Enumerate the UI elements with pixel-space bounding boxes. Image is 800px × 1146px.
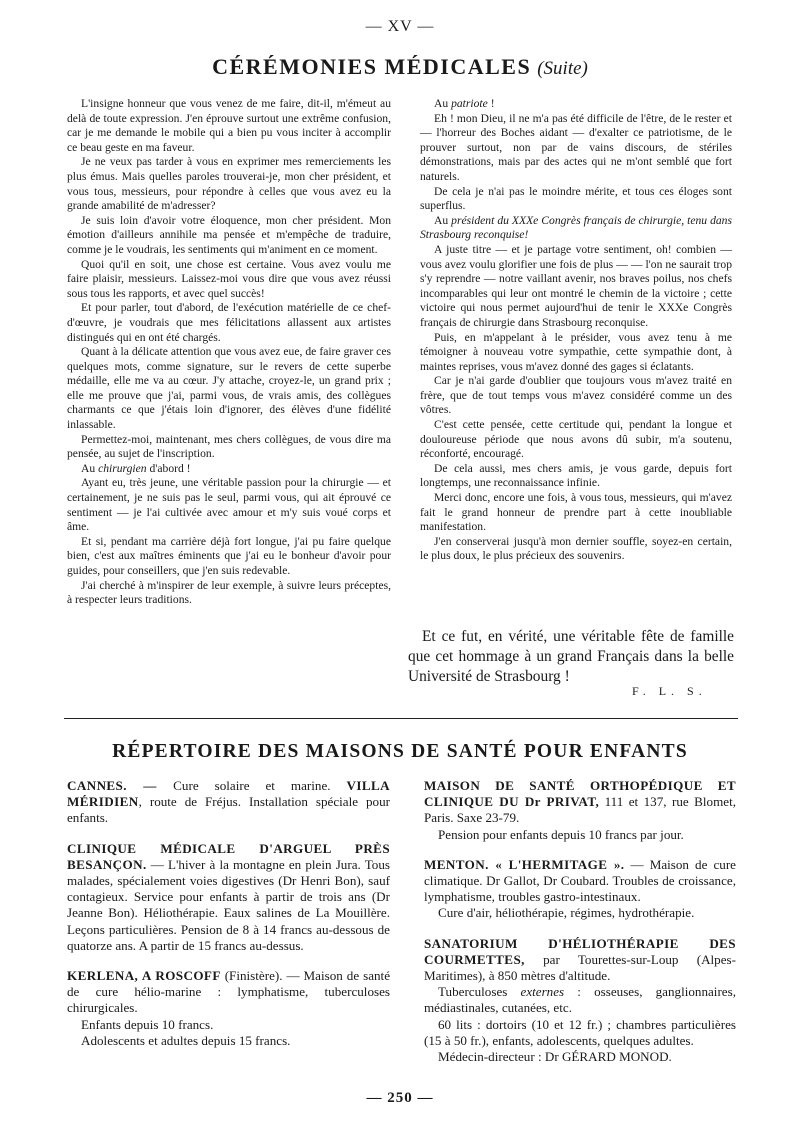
listing-line: Cure d'air, héliothérapie, régimes, hydrothérapie. <box>438 905 695 921</box>
paragraph: Et pour parler, tout d'abord, de l'exécution matérielle de ce chef-d'œuvre, je voudrais que mes félicitations allassent aux artistes distingués qui en ont été chargés. <box>67 301 391 344</box>
paragraph-president <box>420 214 732 243</box>
listing-name: KERLENA, A ROSCOFF <box>67 968 221 984</box>
text-run: ! <box>487 97 495 110</box>
villa-name: VILLA MÉRIDIEN <box>67 778 390 810</box>
paragraph: De cela aussi, mes chers amis, je vous garde, depuis fort longtemps, une reconnaissance infinie. <box>420 461 732 490</box>
section-title-suite: (Suite) <box>537 58 588 79</box>
text-run: : osseuses, ganglionnaires, médiastinales, cutanées, etc. <box>424 984 736 1016</box>
paragraph: Je ne veux pas tarder à vous en exprimer mes remerciements les plus émus. Mais quelles paroles trouverai-je, mon cher président, et vous tous, messieurs, pour répondre à celles que vous avez eu la grande amabilité de m'adresser? <box>67 155 391 213</box>
listing-text <box>424 857 736 906</box>
text-run: , route de Fréjus. Installation spéciale pour enfants. <box>67 794 390 826</box>
listing-text <box>424 936 736 985</box>
text-run: Tuberculoses <box>438 984 521 1000</box>
listing-name: SANATORIUM D'HÉLIOTHÉRAPIE DES COURMETTES, <box>424 935 736 967</box>
listing-line <box>424 984 736 1016</box>
closing-quote: Et ce fut, en vérité, une véritable fête de famille que cet hommage à un grand Français dans la belle Université de Strasbourg ! <box>408 628 734 685</box>
listing-menton <box>424 857 736 922</box>
listing-cannes <box>67 778 390 827</box>
author-signature: F. L. S. <box>632 684 707 698</box>
paragraph-chirurgien <box>67 462 391 477</box>
listing-text <box>67 841 390 954</box>
directory-right-column <box>424 778 736 1079</box>
section-title-text: CÉRÉMONIES MÉDICALES <box>212 54 532 79</box>
italic-run: président du XXXe Congrès français de chirurgie, tenu dans Strasbourg reconquise! <box>420 213 732 242</box>
paragraph: J'en conserverai jusqu'à mon dernier souffle, soyez-en certain, le plus doux, le plus précieux des souvenirs. <box>420 534 732 563</box>
paragraph: J'ai cherché à m'inspirer de leur exemple, à suivre leurs préceptes, à respecter leurs traditions. <box>67 578 391 607</box>
text-run: Au <box>81 461 99 475</box>
listing-kerlena <box>67 968 390 1049</box>
text-run: — Maison de cure climatique. Dr Gallot, Dr Coubard. Troubles de croissance, lymphatisme, troubles gastro-intestinaux. <box>424 856 736 905</box>
listing-text <box>424 778 736 827</box>
text-run: Au <box>434 97 452 110</box>
speech-left-column <box>67 97 391 608</box>
listing-text <box>67 778 390 827</box>
paragraph: Ayant eu, très jeune, une véritable passion pour la chirurgie — et certainement, je ne suis pas le seul, parmi vous, qui ait éprouvé ce sentiment — je l'ai cultivée avec amour et m'y suis voué corps et âme. <box>67 476 391 534</box>
text-run: d'abord ! <box>146 461 191 475</box>
text-run: (Finistère). — Maison de santé de cure hélio-marine : lymphatisme, tuberculoses chirurgicales. <box>67 968 391 1016</box>
paragraph: Je suis loin d'avoir votre éloquence, mon cher président. Mon émotion d'ailleurs annihile ma pensée et m'empêche de traduire, comme je le voudrais, les sentiments qui m'animent en ce moment. <box>67 213 391 256</box>
listing-line: Enfants depuis 10 francs. <box>81 1016 214 1032</box>
text-run: — L'hiver à la montagne en plein Jura. Tous malades, spécialement voies digestives (Dr Henri Bon), sauf contagieux. Service pour enfants à partir de trois ans (Dr Jeanne Bon). Héliothérapie. Eaux salines de La Mouillère. Leçons particulières. Pension de 8 à 14 francs au-dessous de quatorze ans. A partir de 15 francs au-dessus. <box>67 856 390 953</box>
paragraph: Eh ! mon Dieu, il ne m'a pas été difficile de l'être, de le rester et — l'horreur des Boches aidant — d'exalter ce patriotisme, de le prouver surtout, non par de vains discours, de stériles démonstrations, mais par des actes qui ne m'ont semblé que fort naturels. <box>420 111 732 183</box>
italic-run: patriote <box>451 97 488 110</box>
listing-name: MENTON. « L'HERMITAGE ». <box>424 856 625 872</box>
text-run: Cure solaire et marine. <box>173 778 347 793</box>
directory-title: RÉPERTOIRE DES MAISONS DE SANTÉ POUR ENFANTS <box>112 741 688 762</box>
listing-courmettes <box>424 936 736 1066</box>
listing-name: MAISON DE SANTÉ ORTHOPÉDIQUE ET CLINIQUE DU Dr PRIVAT, <box>424 778 736 810</box>
paragraph: L'insigne honneur que vous venez de me faire, dit-il, m'émeut au delà de toute expression. J'en éprouve surtout une extrême confusion, car je me demande le mobile qui a bien pu vous inciter à accomplir ce beau geste en ma faveur. <box>67 97 391 154</box>
listing-name: CANNES. — <box>67 778 174 793</box>
page-number: — 250 — <box>366 1090 434 1106</box>
listing-arguel <box>67 841 390 954</box>
paragraph: A juste titre — et je partage votre sentiment, oh! combien — vous avez voulu glorifier une fois de plus — — l'on ne saurait trop s'y reprendre — notre vaillant avenir, nos braves poilus, nos chefs incomparables qui leur ont montré le chemin de la victoire ; cette victoire qui nous permet aujourd'hui de tenir le XXXe Congrès français de chirurgie dans Strasbourg reconquise. <box>420 242 732 329</box>
listing-text <box>67 968 390 1017</box>
roman-page-number: — XV — <box>365 18 435 35</box>
paragraph: Permettez-moi, maintenant, mes chers collègues, de vous dire ma pensée, au sujet de l'inscription. <box>67 432 391 461</box>
italic-run: externes <box>520 984 565 1000</box>
italic-run: chirurgien <box>98 461 147 475</box>
listing-line: Médecin-directeur : Dr GÉRARD MONOD. <box>438 1049 672 1065</box>
text-run: par Tourettes-sur-Loup (Alpes-Maritimes), à 850 mètres d'altitude. <box>424 951 736 984</box>
paragraph: Car je n'ai garde d'oublier que toujours vous m'avez traité en frère, que de tout temps vous m'avez considéré comme un des vôtres. <box>420 374 732 417</box>
text-run: 111 et 137, rue Blomet, Paris. Saxe 23-79. <box>424 794 736 826</box>
paragraph: Quoi qu'il en soit, une chose est certaine. Vous avez voulu me faire plaisir, messieurs. Laissez-moi vous dire que vous avez réussi sous tous les rapports, et avec quel succès! <box>67 257 391 300</box>
section-title <box>0 54 800 80</box>
text-run: Au <box>434 213 452 227</box>
directory-left-column <box>67 778 390 1063</box>
listing-line: Adolescents et adultes depuis 15 francs. <box>81 1032 291 1048</box>
paragraph: Merci donc, encore une fois, à vous tous, messieurs, qui m'avez fait le grand honneur de prendre part à cette inoubliable manifestation. <box>420 491 732 534</box>
listing-privat <box>424 778 736 843</box>
paragraph: Et si, pendant ma carrière déjà fort longue, j'ai pu faire quelque bien, c'est aux maîtres éminents que j'ai eu le bonheur d'avoir pour guides, pour conseillers, que j'en suis redevable. <box>67 534 391 577</box>
listing-line: Pension pour enfants depuis 10 francs par jour. <box>438 826 684 842</box>
listing-line: 60 lits : dortoirs (10 et 12 fr.) ; chambres particulières (15 à 50 fr.), enfants, adolescents, quelques adultes. <box>424 1016 736 1048</box>
listing-name: CLINIQUE MÉDICALE D'ARGUEL PRÈS BESANÇON. <box>67 840 390 872</box>
paragraph: Quant à la délicate attention que vous avez eue, de faire graver ces quelques mots, comme signature, sur le revers de cette superbe médaille, elle me va au cœur. J'y attache, croyez-le, un grand prix ; elle me prouve que j'ai, parmi vous, de vrais amis, des collègues charmants ce que j'étais loin d'ignorer, des élèves d'une fidélité inlassable. <box>67 345 391 432</box>
paragraph-patriote <box>420 97 732 112</box>
section-divider <box>64 718 738 719</box>
paragraph: C'est cette pensée, cette certitude qui, pendant la longue et douloureuse période que nous avons dû subir, m'a soutenu, réconforté, encouragé. <box>420 418 732 461</box>
speech-right-column <box>420 97 732 564</box>
paragraph: De cela je n'ai pas le moindre mérite, et tous ces éloges sont superflus. <box>420 184 732 213</box>
paragraph: Puis, en m'appelant à le présider, vous avez tenu à me témoigner à nouveau votre sympathie, cette sympathie dont, à maintes reprises, vous m'avez donné des gages si éclatants. <box>420 330 732 373</box>
